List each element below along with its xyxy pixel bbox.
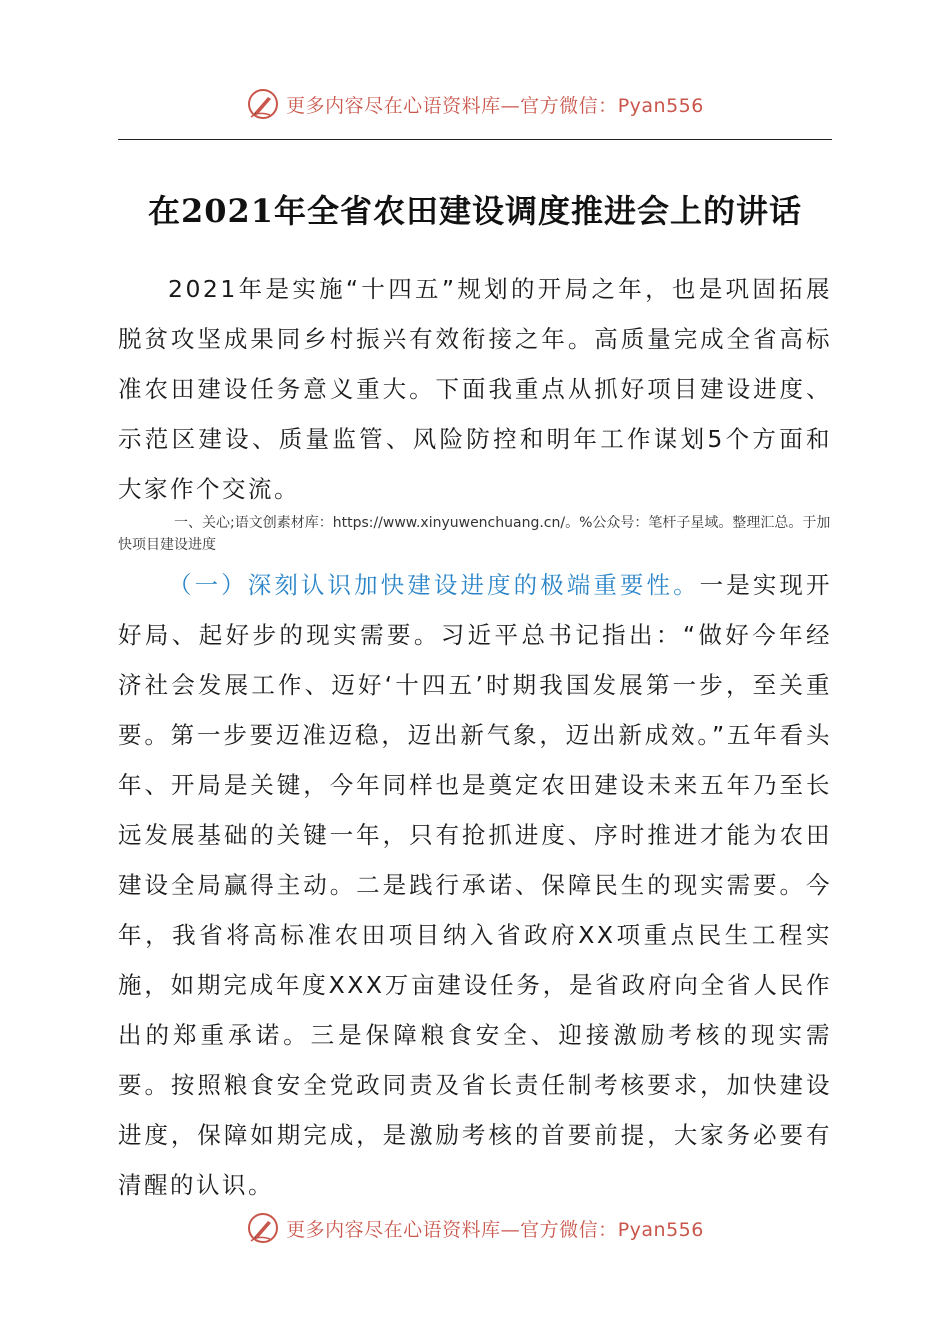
banner-separator: —: [500, 1218, 521, 1241]
banner-official-label: 官方微信：: [520, 94, 618, 117]
header-divider: [118, 139, 832, 140]
subheading: （一）深刻认识加快建设进度的极端重要性。: [168, 571, 700, 599]
banner-main-text: 更多内容尽在心语资料库: [286, 1218, 501, 1241]
section-note: 一、关心;语文创素材库：https://www.xinyuwenchuang.cn/。%公众号：笔杆子星域。整理汇总。于加快项目建设进度: [118, 515, 831, 553]
body-paragraph-text: 一是实现开好局、起好步的现实需要。习近平总书记指出：“做好今年经济社会发展工作、迈好‘十四五’时期我国发展第一步，至关重要。第一步要迈准迈稳，迈出新气象，迈出新成效。”五年看头年、开局是关键，今年同样也是奠定农田建设未来五年乃至长远发展基础的关键一年，只有抢抓进度、序时推进才能为农田建设全局赢得主动。二是践行承诺、保障民生的现实需要。今年，我省将高标准农田项目纳入省政府XX项重点民生工程实施，如期完成年度XXX万亩建设任务，是省政府向全省人民作出的郑重承诺。三是保障粮食安全、迎接激励考核的现实需要。按照粮食安全党政同责及省长责任制考核要求，加快建设进度，保障如期完成，是激励考核的首要前提，大家务必要有清醒的认识。: [118, 571, 833, 1199]
document-title: 在2021年全省农田建设调度推进会上的讲话: [147, 192, 803, 230]
banner-separator: —: [500, 94, 521, 117]
banner-wechat-id: Pyan556: [617, 94, 704, 117]
pen-logo-icon: [246, 1211, 280, 1245]
banner-main-text: 更多内容尽在心语资料库: [286, 94, 501, 117]
footer-banner: [0, 1206, 950, 1250]
banner-wechat-id: Pyan556: [617, 1218, 704, 1241]
banner-official-label: 官方微信：: [520, 1218, 618, 1241]
header-banner: [0, 82, 950, 126]
body-paragraph: [118, 560, 832, 1210]
pen-logo-icon: [246, 87, 280, 121]
intro-paragraph: 2021年是实施“十四五”规划的开局之年，也是巩固拓展脱贫攻坚成果同乡村振兴有效衔接之年。高质量完成全省高标准农田建设任务意义重大。下面我重点从抓好项目建设进度、示范区建设、质量监管、风险防控和明年工作谋划5个方面和大家作个交流。: [118, 275, 832, 503]
